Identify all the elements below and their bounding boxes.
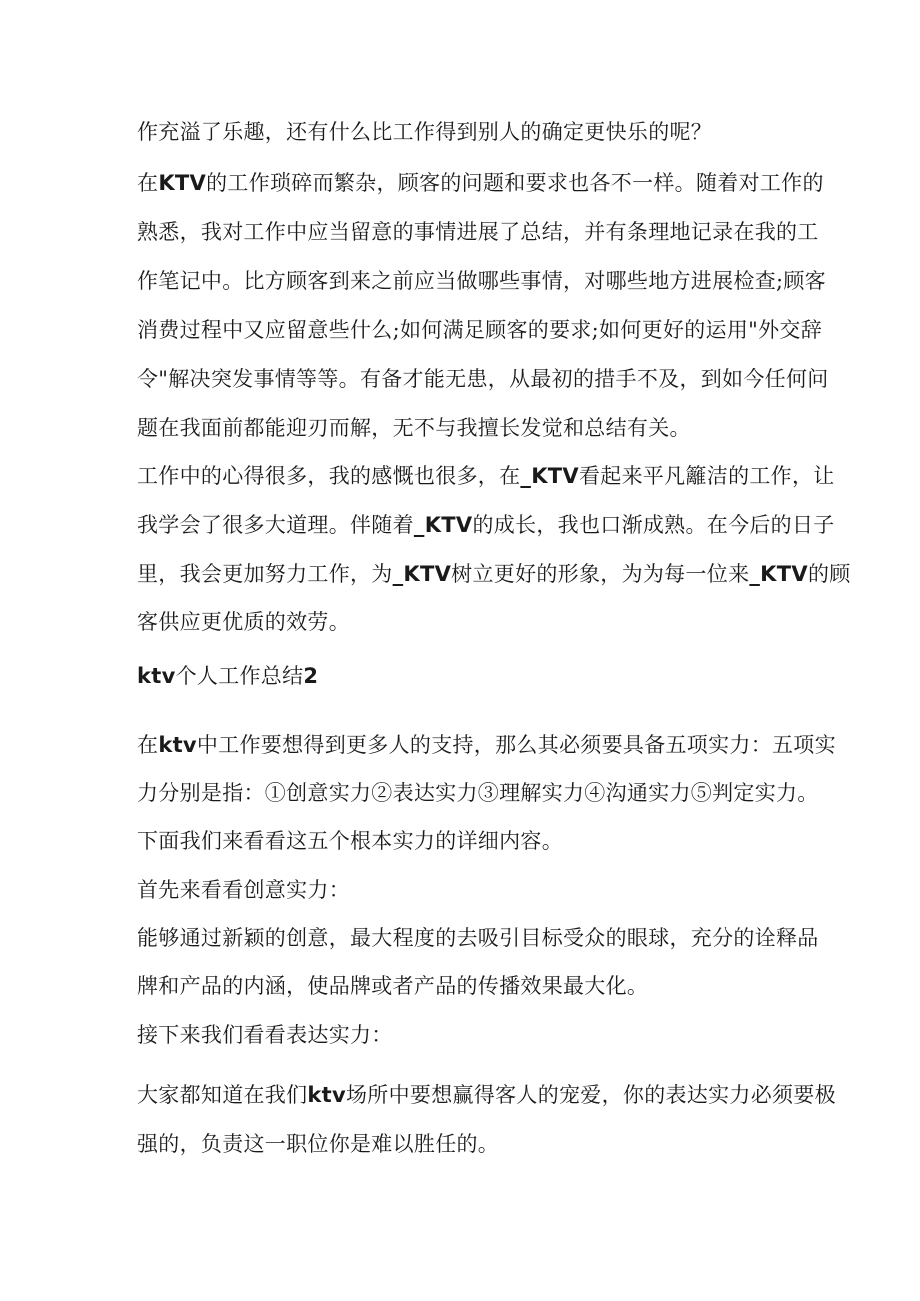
paragraph-line: 牌和产品的内涵，使品牌或者产品的传播效果最大化。 [137, 974, 649, 998]
latin-term: _KTV [749, 562, 808, 586]
latin-term: _KTV [413, 513, 473, 537]
latin-term: KTV [158, 171, 207, 195]
paragraph-line: 力分别是指：①创意实力②表达实力③理解实力④沟通实力⑤判定实力。 [137, 781, 819, 805]
section-heading: ktv个人工作总结2 [137, 664, 319, 688]
paragraph-line: 熟悉，我对工作中应当留意的事情进展了总结，并有条理地记录在我的工 [137, 220, 819, 244]
paragraph-line: 作充溢了乐趣，还有什么比工作得到别人的确定更快乐的呢？ [137, 120, 713, 144]
paragraph-line: 消费过程中又应留意些什么;如何满足顾客的要求;如何更好的运用"外交辞 [137, 318, 823, 342]
paragraph-line: 里，我会更加努力工作，为_KTV树立更好的形象，为为每一位来_KTV的顾 [137, 562, 851, 586]
paragraph-line: 大家都知道在我们ktv场所中要想赢得客人的宠爱，你的表达实力必须要极 [137, 1083, 836, 1107]
paragraph-line: 题在我面前都能迎刃而解，无不与我擅长发觉和总结有关。 [137, 416, 691, 440]
paragraph-line: 我学会了很多大道理。伴随着_KTV的成长，我也口渐成熟。在今后的日子 [137, 513, 835, 537]
paragraph-line: 下面我们来看看这五个根本实力的详细内容。 [137, 829, 563, 853]
paragraph-line: 作笔记中。比方顾客到来之前应当做哪些事情，对哪些地方进展检查;顾客 [137, 269, 826, 293]
paragraph-line: 强的，负责这一职位你是难以胜任的。 [137, 1132, 500, 1156]
latin-term: ktv [307, 1083, 346, 1107]
paragraph-line: 能够通过新颖的创意，最大程度的去吸引目标受众的眼球，充分的诠释品 [137, 926, 819, 950]
paragraph-line: 在KTV的工作琐碎而繁杂，顾客的问题和要求也各不一样。随着对工作的 [137, 171, 824, 195]
paragraph-line: 接下来我们看看表达实力： [137, 1023, 393, 1047]
latin-term: _KTV [520, 464, 579, 488]
paragraph-line: 首先来看看创意实力： [137, 878, 350, 902]
paragraph-line: 客供应更优质的效劳。 [137, 610, 350, 634]
latin-term: ktv [137, 664, 176, 688]
paragraph-line: 工作中的心得很多，我的感慨也很多，在_KTV看起来平凡籬洁的工作，让 [137, 464, 835, 488]
latin-term: _KTV [392, 562, 452, 586]
paragraph-line: 令"解决突发事情等等。有备才能无患，从最初的措手不及，到如今任何问 [137, 367, 829, 391]
latin-term: ktv [158, 733, 197, 757]
latin-term: 2 [303, 664, 319, 688]
paragraph-line: 在ktv中工作要想得到更多人的支持，那么其必须要具备五项实力：五项实 [137, 733, 836, 757]
